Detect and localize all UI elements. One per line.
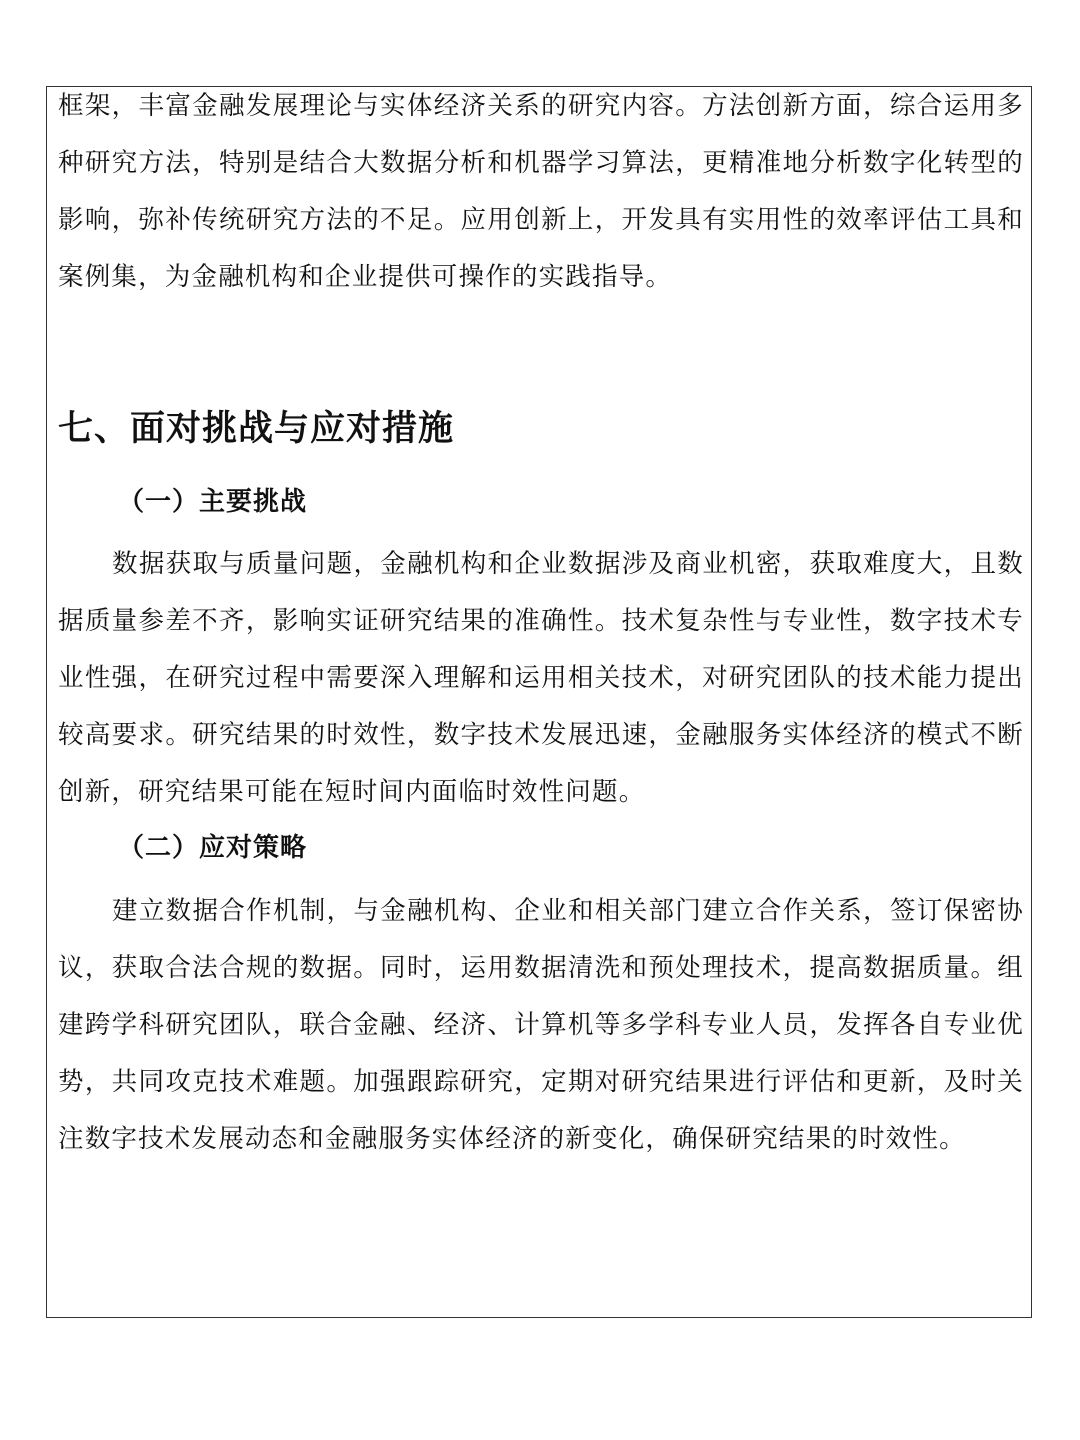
intro-paragraph: 框架，丰富金融发展理论与实体经济关系的研究内容。方法创新方面，综合运用多种研究方法，特别是结合大数据分析和机器学习算法，更精准地分析数字化转型的影响，弥补传统研究方法的不足。应用创新上，开发具有实用性的效率评估工具和案例集，为金融机构和企业提供可操作的实践指导。 — [58, 91, 1024, 292]
strategies-paragraph: 建立数据合作机制，与金融机构、企业和相关部门建立合作关系，签订保密协议，获取合法合规的数据。同时，运用数据清洗和预处理技术，提高数据质量。组建跨学科研究团队，联合金融、经济、计算机等多学科专业人员，发挥各自专业优势，共同攻克技术难题。加强跟踪研究，定期对研究结果进行评估和更新，及时关注数字技术发展动态和金融服务实体经济的新变化，确保研究结果的时效性。 — [58, 896, 1024, 1154]
section-title: 七、面对挑战与应对措施 — [58, 409, 455, 449]
subsection-title-challenges: （一）主要挑战 — [118, 487, 308, 517]
challenges-paragraph: 数据获取与质量问题，金融机构和企业数据涉及商业机密，获取难度大，且数据质量参差不齐，影响实证研究结果的准确性。技术复杂性与专业性，数字技术专业性强，在研究过程中需要深入理解和运用相关技术，对研究团队的技术能力提出较高要求。研究结果的时效性，数字技术发展迅速，金融服务实体经济的模式不断创新，研究结果可能在短时间内面临时效性问题。 — [58, 549, 1024, 807]
subsection-title-strategies: （二）应对策略 — [118, 833, 308, 863]
